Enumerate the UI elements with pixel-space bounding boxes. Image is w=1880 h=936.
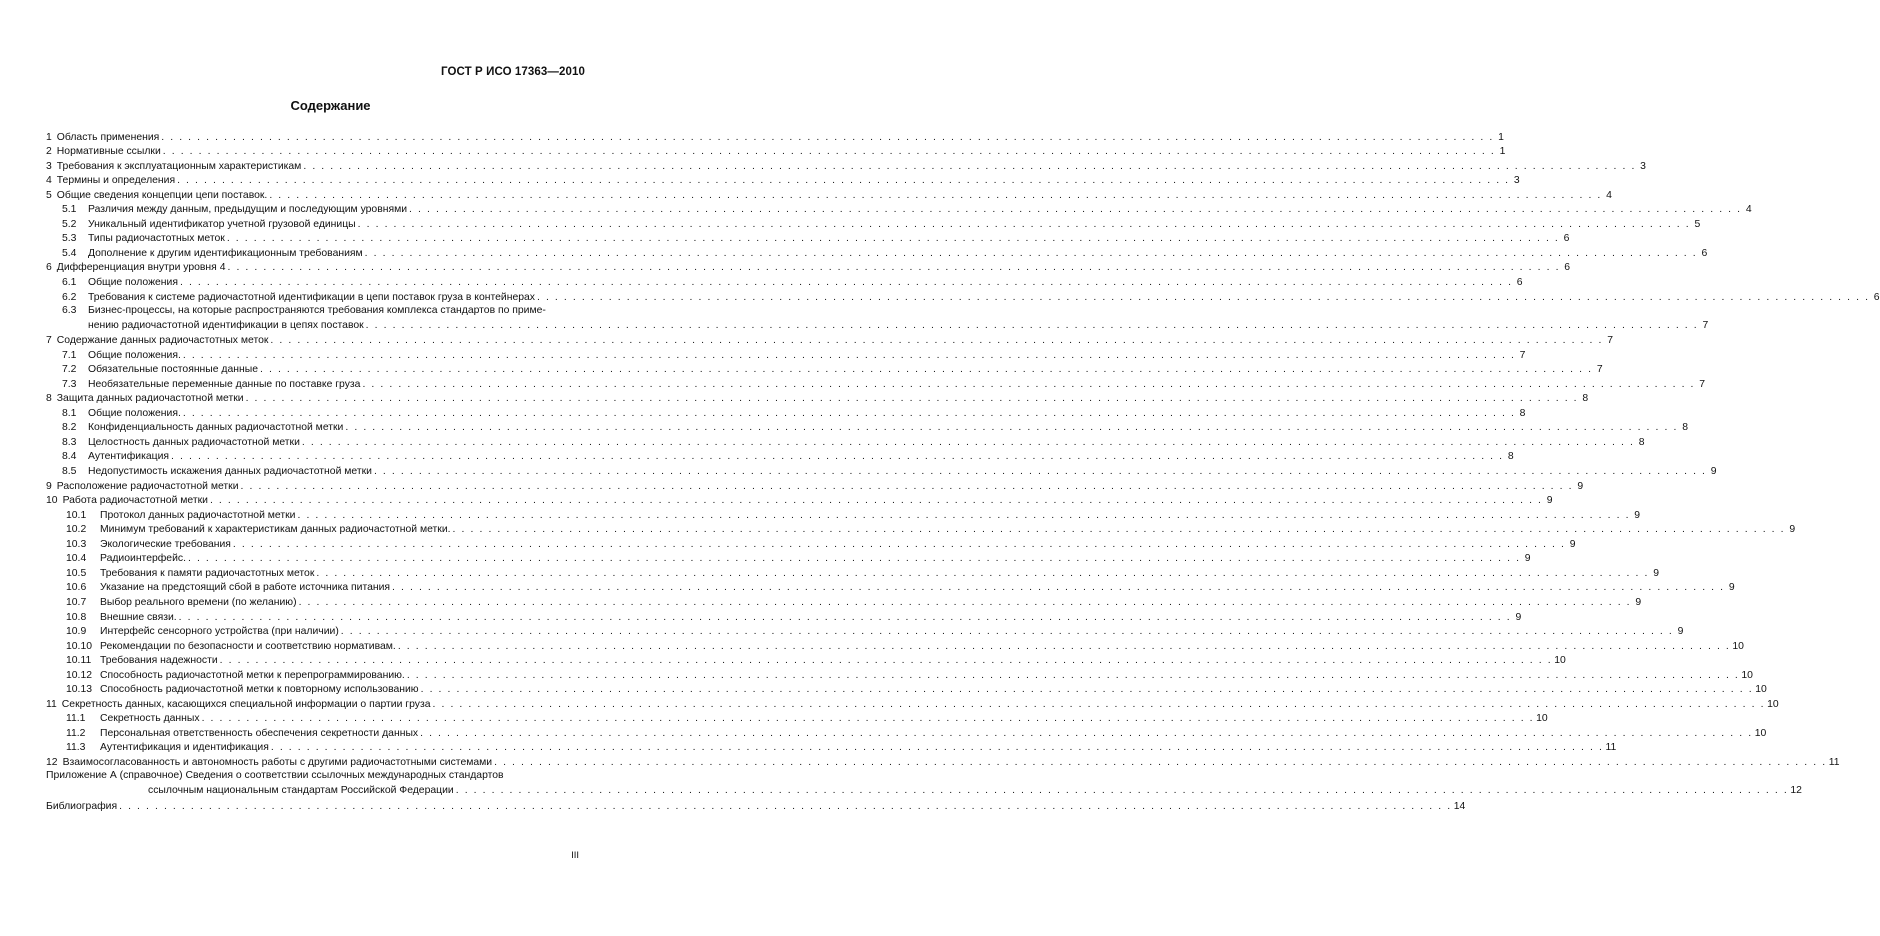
toc-entry-title: Конфиденциальность данных радиочастотной метки [88,422,344,434]
toc-entry-page: 9 [1653,567,1659,579]
toc-entry-page: 5 [1694,218,1701,230]
toc-leader-dots [163,145,1496,158]
toc-entry [46,289,1880,304]
toc-entry [46,522,1796,537]
page-title: Содержание [290,98,371,113]
toc-entry-number: 11.3 [66,742,86,754]
toc-entry-continuation [46,784,1802,797]
toc-entry-title: Минимум требований к характеристикам данных радиочастотной метки. [100,524,451,536]
toc-entry-page: 7 [1596,364,1603,376]
toc-leader-dots [271,741,1604,754]
toc-entry-page: 9 [1524,553,1531,565]
toc-entry-title: Дифференциация внутри уровня 4 [56,262,226,274]
toc-entry-title-continued: нению радиочастотной идентификации в цепях поставок [88,319,364,331]
toc-entry [46,187,1612,202]
toc-entry-page: 7 [1519,349,1526,361]
toc-entry [46,478,1584,493]
toc-leader-dots [365,247,1698,260]
toc-entry [46,754,1840,769]
toc-entry-number: 6 [46,262,52,274]
toc-leader-dots [302,436,1635,449]
toc-entry [46,420,1688,435]
toc-entry-number: 5 [46,189,52,201]
toc-entry-wrapped [88,304,1709,332]
toc-entry-title: Термины и определения [56,175,176,187]
toc-entry-page: 8 [1507,451,1514,463]
toc-entry-page: 9 [1728,582,1735,594]
toc-entry-title: Взаимосогласованность и автономность работы с другими радиочастотными системами [62,756,493,768]
toc-entry [46,624,1684,639]
toc-entry [46,129,1504,144]
toc-entry-number: 6.3 [62,304,77,316]
toc-entry [46,711,1548,726]
toc-leader-dots [453,523,1786,536]
toc-entry-page: 1 [1498,131,1504,143]
toc-entry-number: 6.1 [62,277,77,289]
toc-entry-number: 8.5 [62,466,77,478]
toc-entry-number: 10.3 [66,538,87,550]
toc-entry-number: 10.8 [66,611,87,623]
toc-entry-title: Приложение А (справочное) Сведения о соответствии ссылочных международных стандартов [46,769,504,781]
toc-entry-page: 9 [1634,509,1641,521]
toc-entry-number: 8.1 [62,407,77,419]
toc-entry [46,405,1526,420]
toc-leader-dots [392,581,1725,594]
toc-leader-dots [220,654,1553,667]
toc-entry [46,434,1645,449]
toc-entry-page: 9 [1789,524,1796,536]
toc-entry-number: 10.6 [66,582,87,594]
toc-entry-number: 5.4 [62,247,77,259]
toc-entry-page: 9 [1677,626,1684,638]
toc-entry-title: Персональная ответственность обеспечения секретности данных [100,727,419,739]
toc-entry-page: 7 [1699,378,1706,390]
toc-entry-number: 8 [46,393,52,405]
toc-entry-page: 6 [1516,277,1523,289]
toc-entry-number: 11 [46,698,57,710]
toc-entry-title: Дополнение к другим идентификационным требованиям [88,247,363,259]
toc-entry [46,609,1522,624]
toc-entry-page: 3 [1640,160,1646,172]
toc-leader-dots [407,669,1740,682]
toc-entry-bibliography [46,798,1466,813]
toc-entry-page: 10 [1741,669,1753,681]
toc-leader-dots [316,567,1649,580]
table-of-contents [46,129,1880,813]
toc-entry-title: Аутентификация [88,451,170,463]
toc-entry-number: 5.2 [62,218,77,230]
toc-entry [46,274,1523,289]
toc-leader-dots [494,756,1827,769]
toc-leader-dots [270,334,1603,347]
standard-designation: ГОСТ Р ИСО 17363—2010 [440,66,585,78]
page-number: III [571,850,579,861]
toc-entry-title: Защита данных радиочастотной метки [56,393,244,405]
toc-entry-number: 10 [46,495,58,507]
toc-entry-page: 9 [1635,596,1642,608]
toc-entry-number: 4 [46,175,52,187]
toc-entry [46,347,1526,362]
toc-entry-page: 12 [1790,784,1802,796]
toc-entry-number: 10.12 [66,669,93,681]
toc-entry-title: Область применения [56,131,160,143]
toc-entry-title: Интерфейс сенсорного устройства (при наличии) [100,626,339,638]
toc-entry [46,144,1506,159]
toc-entry [46,740,1617,755]
toc-entry [46,158,1646,173]
toc-entry-title: Секретность данных [100,713,200,725]
toc-entry-title: Аутентификация и идентификация [100,742,269,754]
toc-entry-page: 10 [1732,640,1744,652]
toc-entry-title: Содержание данных радиочастотных меток [56,335,269,347]
toc-entry [46,304,1709,333]
toc-entry-number: 3 [46,160,52,172]
toc-entry-page: 11 [1605,742,1617,754]
toc-leader-dots [398,640,1731,653]
toc-entry-title: Выбор реального времени (по желанию) [100,596,297,608]
toc-entry-title: Способность радиочастотной метки к повторному использованию [100,684,419,696]
toc-leader-dots [374,465,1707,478]
toc-entry-title: Внешние связи. [100,611,177,623]
toc-entry-number: 7.2 [62,364,77,376]
toc-entry-page: 9 [1546,495,1553,507]
toc-entry-title: Общие положения. [88,407,181,419]
toc-entry-number: 10.4 [66,553,87,565]
toc-entry-number: 8.3 [62,436,77,448]
toc-leader-dots [179,611,1512,624]
toc-entry-number: 5.1 [62,204,77,216]
toc-entry [46,463,1717,478]
toc-entry-title: Секретность данных, касающихся специальной информации о партии груза [61,698,431,710]
toc-entry [46,565,1659,580]
toc-leader-dots [269,189,1602,202]
toc-leader-dots [456,784,1789,797]
toc-entry [46,667,1753,682]
toc-entry-page: 9 [1515,611,1522,623]
toc-entry-title: Различия между данным, предыдущим и последующим уровнями [88,204,408,216]
toc-entry-continuation [88,319,1709,332]
toc-entry-number: 10.5 [66,567,87,579]
toc-entry-number: 9 [46,480,52,492]
toc-leader-dots [421,683,1754,696]
toc-entry [46,376,1706,391]
toc-entry [46,594,1642,609]
toc-entry-number: 10.7 [66,596,87,608]
toc-entry [46,696,1779,711]
toc-entry-title: Расположение радиочастотной метки [56,480,239,492]
toc-entry-page: 9 [1577,480,1584,492]
toc-entry-page: 6 [1701,247,1708,259]
toc-entry-page: 14 [1453,800,1466,812]
toc-entry [46,551,1531,566]
toc-leader-dots [227,232,1560,245]
toc-leader-dots [260,363,1593,376]
toc-entry-title: Способность радиочастотной метки к перепрограммированию. [100,669,405,681]
toc-leader-dots [177,174,1510,187]
toc-entry [46,245,1708,260]
toc-entry [46,362,1603,377]
toc-leader-dots [202,712,1535,725]
toc-entry-page: 9 [1569,538,1576,550]
toc-entry-title: Типы радиочастотных меток [88,233,225,245]
toc-entry-page: 6 [1563,233,1570,245]
toc-entry-title: Экологические требования [100,538,231,550]
toc-entry-page: 10 [1536,713,1548,725]
toc-entry-number: 7.3 [62,378,77,390]
toc-entry-number: 10.10 [66,640,93,652]
toc-leader-dots [210,494,1543,507]
toc-entry-number: 10.13 [66,684,93,696]
toc-leader-dots [119,800,1452,813]
toc-entry-page: 8 [1682,422,1688,434]
toc-leader-dots [341,625,1674,638]
toc-entry [46,202,1752,217]
toc-entry [46,580,1735,595]
toc-entry [46,449,1514,464]
toc-leader-dots [297,509,1630,522]
toc-leader-dots [345,421,1678,434]
toc-entry-title: Требования к системе радиочастотной идентификации в цепи поставок груза в контейнерах [88,291,535,303]
toc-entry-number: 11.2 [66,727,86,739]
toc-entry-title: Требования к памяти радиочастотных меток [100,567,315,579]
toc-entry-title: Уникальный идентификатор учетной грузовой единицы [88,218,356,230]
toc-entry-title: Общие сведения концепции цепи поставок. [56,189,268,201]
toc-entry-number: 2 [46,146,52,158]
toc-entry-page: 10 [1754,727,1767,739]
toc-entry-number: 5.3 [62,233,77,245]
toc-entry-number: 7 [46,335,52,347]
toc-entry-page: 10 [1554,655,1566,667]
toc-entry [46,638,1744,653]
toc-entry-number: 1 [46,131,52,143]
toc-leader-dots [358,218,1691,231]
toc-leader-dots [303,160,1636,173]
toc-entry-page: 4 [1606,189,1612,201]
toc-leader-dots [161,131,1494,144]
toc-entry-page: 6 [1564,262,1571,274]
toc-entry-number: 8.4 [62,451,77,463]
toc-entry [46,725,1767,740]
toc-entry [46,536,1576,551]
toc-entry-page: 7 [1607,335,1614,347]
toc-leader-dots [227,261,1560,274]
toc-leader-dots [241,480,1574,493]
toc-entry-title: Целостность данных радиочастотной метки [88,436,300,448]
toc-entry-page: 8 [1519,407,1526,419]
toc-leader-dots [233,538,1566,551]
toc-entry-title-continued: ссылочным национальным стандартам Российской Федерации [148,784,454,796]
toc-entry-page: 6 [1873,291,1880,303]
toc-entry-title: Недопустимость искажения данных радиочастотной метки [88,466,372,478]
toc-entry-number: 11.1 [66,713,86,725]
toc-entry-number: 7.1 [62,349,77,361]
toc-entry-page: 3 [1513,175,1520,187]
toc-entry-title: Общие положения. [88,349,181,361]
toc-leader-dots [537,291,1870,304]
toc-entry-page: 8 [1638,436,1645,448]
toc-entry-title: Рекомендации по безопасности и соответствию нормативам. [100,640,396,652]
toc-entry-number: 10.11 [66,655,92,667]
toc-entry-number: 10.1 [66,509,87,521]
toc-entry-page: 9 [1710,466,1717,478]
toc-entry-page: 7 [1702,319,1709,331]
toc-entry [46,231,1570,246]
toc-entry [46,260,1571,275]
toc-entry [46,682,1767,697]
toc-entry-number: 12 [46,756,58,768]
toc-entry-title: Требования надежности [100,655,218,667]
toc-entry-title: Библиография [46,800,118,812]
toc-entry-title: Необязательные переменные данные по поставке груза [88,378,361,390]
toc-entry-page: 10 [1755,684,1767,696]
toc-entry [46,216,1701,231]
toc-entry-title: Работа радиочастотной метки [62,495,208,507]
toc-entry-number: 8.2 [62,422,77,434]
toc-leader-dots [362,378,1695,391]
toc-entry [46,507,1641,522]
toc-leader-dots [433,698,1766,711]
toc-entry-title: Обязательные постоянные данные [88,364,258,376]
toc-leader-dots [246,392,1579,405]
toc-leader-dots [299,596,1632,609]
toc-entry-title: Нормативные ссылки [56,146,161,158]
toc-entry-number: 10.9 [66,626,87,638]
toc-leader-dots [183,407,1516,420]
toc-entry-title: Указание на предстоящий сбой в работе источника питания [100,582,391,594]
toc-entry-page: 4 [1745,204,1752,216]
toc-leader-dots [366,319,1699,332]
toc-entry-page: 11 [1828,756,1840,768]
toc-entry [46,333,1614,348]
toc-entry [46,653,1566,668]
toc-leader-dots [420,727,1753,740]
toc-entry-title: Бизнес-процессы, на которые распространяются требования комплекса стандартов по приме- [88,304,546,316]
toc-entry-page: 8 [1582,393,1589,405]
toc-entry-number: 6.2 [62,291,77,303]
toc-entry [46,391,1589,406]
toc-leader-dots [171,450,1504,463]
toc-entry [46,493,1553,508]
toc-entry-number: 10.2 [66,524,87,536]
toc-leader-dots [183,349,1516,362]
toc-entry [46,173,1520,188]
toc-entry-appendix [46,769,1802,798]
toc-entry-title: Общие положения [88,277,178,289]
toc-leader-dots [180,276,1513,289]
toc-entry-title: Протокол данных радиочастотной метки [100,509,296,521]
toc-entry-page: 1 [1499,146,1506,158]
toc-entry-title: Требования к эксплуатационным характеристикам [56,160,302,172]
toc-leader-dots [409,203,1742,216]
toc-entry-title: Радиоинтерфейс. [100,553,186,565]
toc-leader-dots [188,552,1521,565]
toc-entry-page: 10 [1767,698,1779,710]
toc-entry-wrapped [46,769,1802,797]
